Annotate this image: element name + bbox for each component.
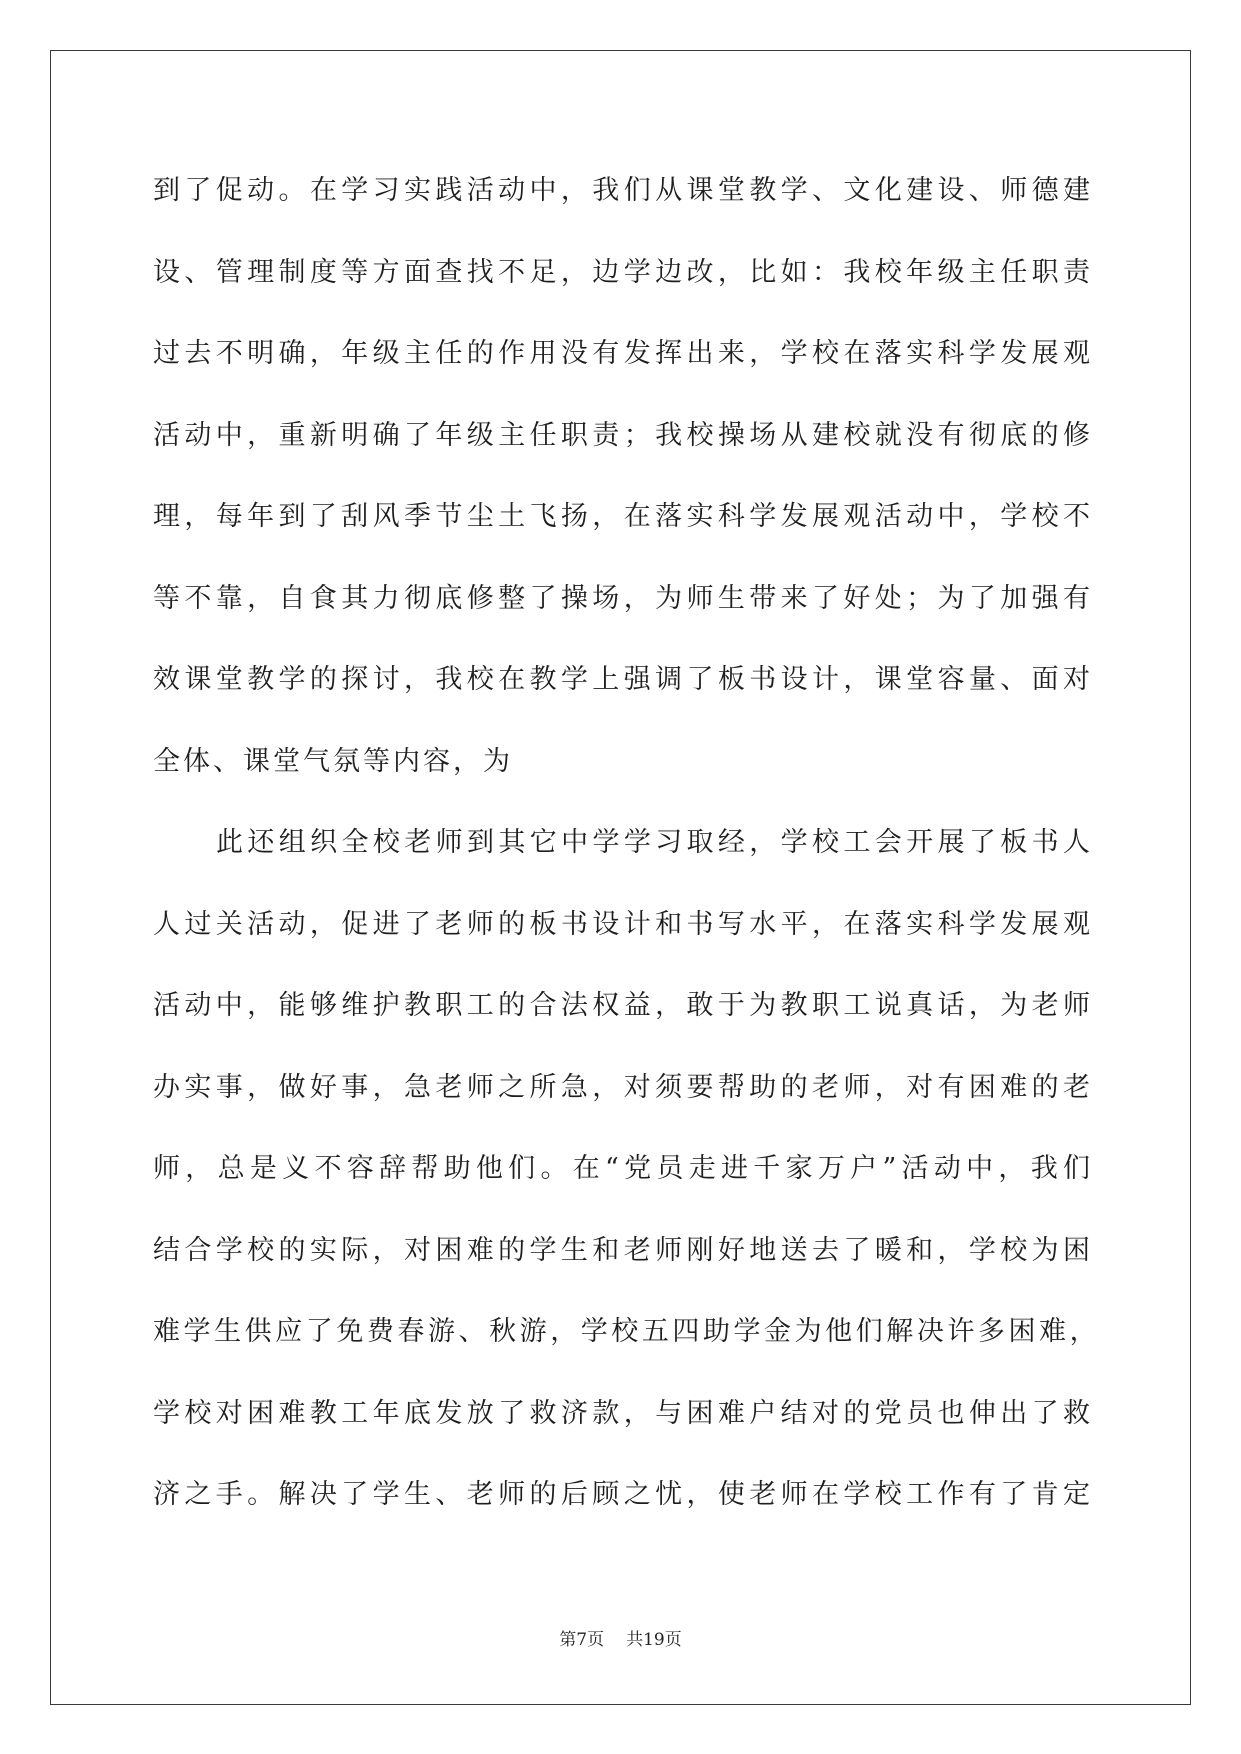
text-line: 全体、课堂气氛等内容，为: [153, 745, 513, 777]
text-line: 效课堂教学的探讨，我校在教学上强调了板书设计，课堂容量、面对: [153, 664, 1093, 695]
text-line: 活动中，重新明确了年级主任职责；我校操场从建校就没有彻底的修: [153, 419, 1093, 451]
text-line: 师，总是义不容辞帮助他们。在“党员走进千家万户”活动中，我们: [153, 1153, 1093, 1184]
text-line: 学校对困难教工年底发放了救济款，与困难户结对的党员也伸出了救: [153, 1397, 1093, 1429]
text-line: 理，每年到了刮风季节尘土飞扬，在落实科学发展观活动中，学校不: [153, 501, 1093, 532]
page-total: 共19页: [626, 1630, 682, 1650]
text-line: 设、管理制度等方面查找不足，边学边改，比如：我校年级主任职责: [153, 256, 1093, 288]
text-line: 活动中，能够维护教职工的合法权益，敢于为教职工说真话，为老师: [153, 990, 1093, 1021]
text-line: 济之手。解决了学生、老师的后顾之忧，使老师在学校工作有了肯定: [153, 1479, 1093, 1510]
page-footer: [0, 1626, 1241, 1654]
text-line: 到了促动。在学习实践活动中，我们从课堂教学、文化建设、师德建: [153, 175, 1093, 206]
text-line: 人过关活动，促进了老师的板书设计和书写水平，在落实科学发展观: [153, 908, 1093, 940]
text-line: 等不靠，自食其力彻底修整了操场，为师生带来了好处；为了加强有: [153, 582, 1093, 614]
text-line: 结合学校的实际，对困难的学生和老师刚好地送去了暖和，学校为困: [153, 1234, 1093, 1266]
paragraph-2: [153, 802, 1113, 1536]
paragraph-1: [153, 150, 1113, 802]
text-line: 过去不明确，年级主任的作用没有发挥出来，学校在落实科学发展观: [153, 338, 1093, 369]
text-line: 办实事，做好事，急老师之所急，对须要帮助的老师，对有困难的老: [153, 1071, 1093, 1103]
text-line: 难学生供应了免费春游、秋游，学校五四助学金为他们解决许多困难，: [153, 1316, 1099, 1347]
page-number: 第7页: [559, 1630, 605, 1650]
document-body: [153, 150, 1113, 1536]
text-line: 此还组织全校老师到其它中学学习取经，学校工会开展了板书人: [216, 827, 1093, 858]
